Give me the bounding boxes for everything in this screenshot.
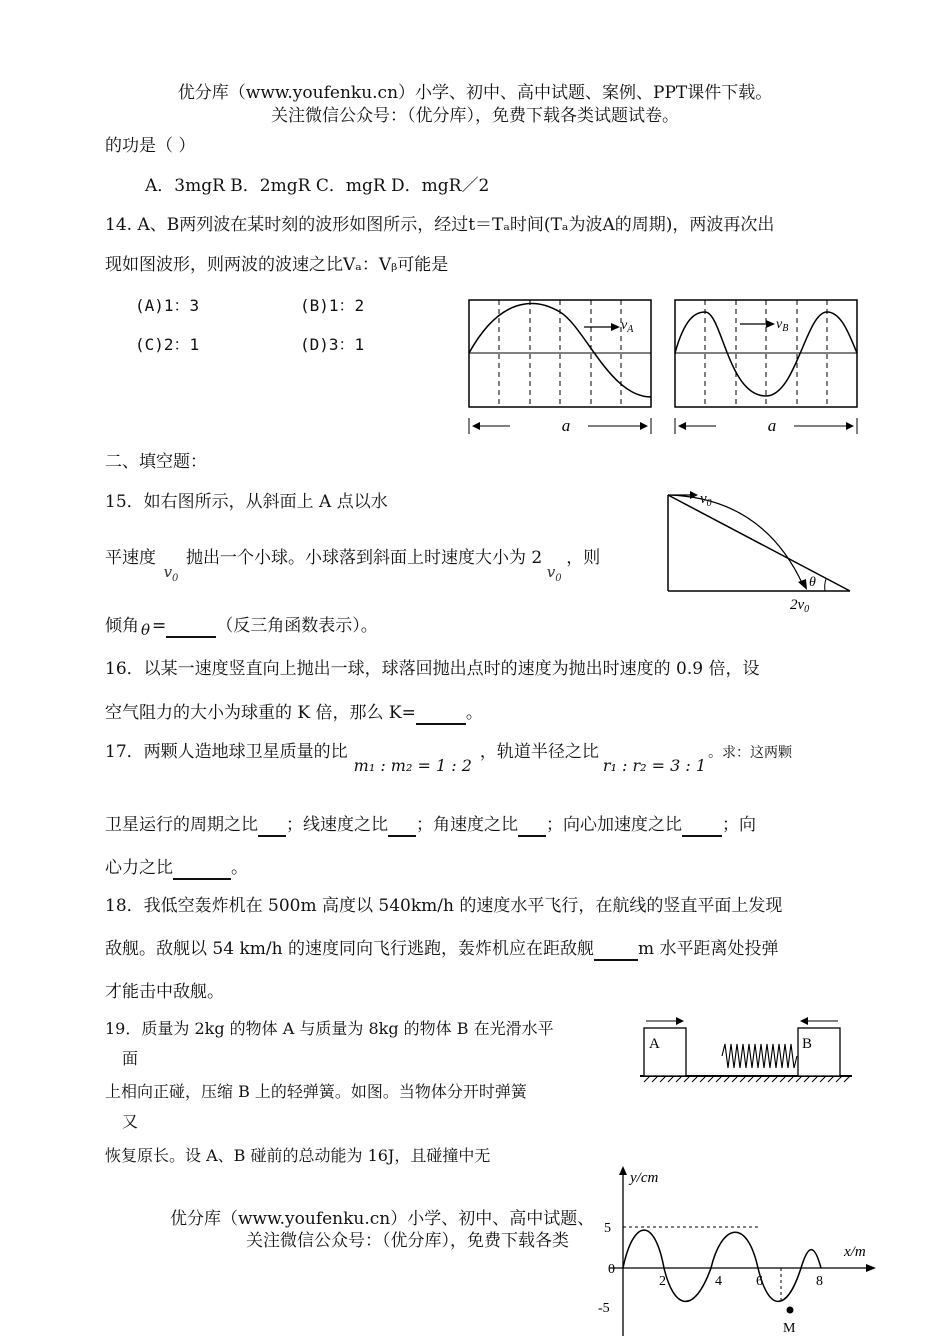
point-m (787, 1307, 794, 1314)
graph-y-5: 5 (604, 1221, 611, 1236)
q14-option-d: (D)3：1 (300, 335, 365, 354)
header-line-1: 优分库（www.youfenku.cn）小学、初中、高中试题、案例、PPT课件下载。 (177, 83, 773, 103)
q17-mass-ratio: m₁ : m₂ = 1 : 2 (353, 756, 472, 775)
q14-wave-figure (460, 292, 870, 440)
wave-graph (596, 1160, 886, 1340)
q19-line-1: 19．质量为 2kg 的物体 A 与质量为 8kg 的物体 B 在光滑水平 (105, 1019, 554, 1038)
q18-line-1: 18．我低空轰炸机在 500m 高度以 540km/h 的速度水平飞行，在航线的竖直平面上发现 (105, 896, 783, 916)
q15-fig-v0: $v_0$ (700, 491, 712, 509)
q14-line-2: 现如图波形，则两波的波速之比Vₐ：Vᵦ可能是 (105, 255, 449, 275)
q14-option-b: (B)1：2 (300, 296, 365, 315)
block-b-label: B (802, 1036, 813, 1052)
spring (722, 1044, 797, 1068)
q16-answer-blank (416, 703, 466, 725)
graph-x-label: x/m (844, 1244, 866, 1260)
q19-line-2b: 又 (122, 1112, 139, 1131)
q17-line-3: 心力之比 。 (105, 858, 248, 880)
q13-tail: 的功是（ ） (105, 136, 196, 156)
q18-line-3: 才能击中敌舰。 (105, 982, 224, 1002)
block-a-label: A (649, 1036, 660, 1052)
q19-line-3: 恢复原长。设 A、B 碰前的总动能为 16J，且碰撞中无 (105, 1146, 491, 1165)
q14-line-1: 14. A、B两列波在某时刻的波形如图所示，经过t＝Tₐ时间(Tₐ为波A的周期)，两波再次出 (105, 215, 775, 235)
header-line-2: 关注微信公众号：（优分库），免费下载各类试题试卷。 (271, 106, 679, 126)
q19-line-1b: 面 (122, 1049, 139, 1068)
q18-line-2: 敌舰。敌舰以 54 km/h 的速度同向飞行逃跑，轰炸机应在距敌舰 m 水平距离处投弹 (105, 939, 778, 961)
q15-fig-theta: θ (809, 575, 816, 590)
footer-line-2: 关注微信公众号：（优分库），免费下载各类 (246, 1231, 569, 1251)
q14-option-a: (A)1：3 (135, 296, 200, 315)
graph-point-label: M (783, 1321, 796, 1336)
q15-answer-blank (166, 616, 216, 638)
graph-x-4: 4 (715, 1274, 722, 1289)
graph-y-neg5: -5 (598, 1301, 610, 1316)
q15-line-1: 15．如右图所示，从斜面上 A 点以水 (105, 492, 388, 512)
wave-b-velocity-label: $v_B$ (776, 317, 789, 334)
footer-line-1: 优分库（www.youfenku.cn）小学、初中、高中试题、 (170, 1209, 595, 1229)
q15-line-3: 倾角 θ = （反三角函数表示）。 (105, 616, 378, 639)
q15-fig-2v0: $2v_0$ (790, 597, 810, 615)
q17-radius-ratio: r₁ : r₂ = 3 : 1 (602, 756, 707, 775)
graph-x-8: 8 (816, 1274, 823, 1289)
q13-options: A．3mgR B．2mgR C．mgR D．mgR／2 (145, 176, 490, 196)
wave-a-velocity-label: $v_A$ (621, 318, 634, 335)
section-2-title: 二、填空题： (105, 452, 207, 472)
wave-a-width-label: a (561, 416, 571, 435)
q19-collision-figure (636, 1012, 856, 1092)
q14-option-c: (C)2：1 (135, 335, 200, 354)
q19-line-2: 上相向正碰，压缩 B 上的轻弹簧。如图。当物体分开时弹簧 (105, 1082, 527, 1101)
q17-line-2: 卫星运行的周期之比 ；线速度之比 ；角速度之比 ；向心加速度之比 ；向 (105, 815, 756, 837)
wave-b-width-label: a (767, 416, 777, 435)
q15-incline-figure (660, 485, 860, 615)
q15-line-2: 平速度$v_0$抛出一个小球。小球落到斜面上时速度大小为 $2v_0$，则 (105, 548, 601, 584)
q16-line-2: 空气阻力的大小为球重的 K 倍，那么 K= 。 (105, 703, 483, 725)
q17-line-1: 17．两颗人造地球卫星质量的比m₁ : m₂ = 1 : 2，轨道半径之比r₁ : r₂ = 3 : 1。求：这两颗 (105, 742, 793, 775)
graph-x-2: 2 (659, 1274, 666, 1289)
graph-y-label: y/cm (630, 1170, 659, 1186)
graph-x-6: 6 (756, 1274, 763, 1289)
wave-curve (623, 1230, 821, 1301)
graph-y-0: 0 (608, 1262, 615, 1277)
q16-line-1: 16．以某一速度竖直向上抛出一球，球落回抛出点时的速度为抛出时速度的 0.9 倍，设 (105, 659, 760, 679)
